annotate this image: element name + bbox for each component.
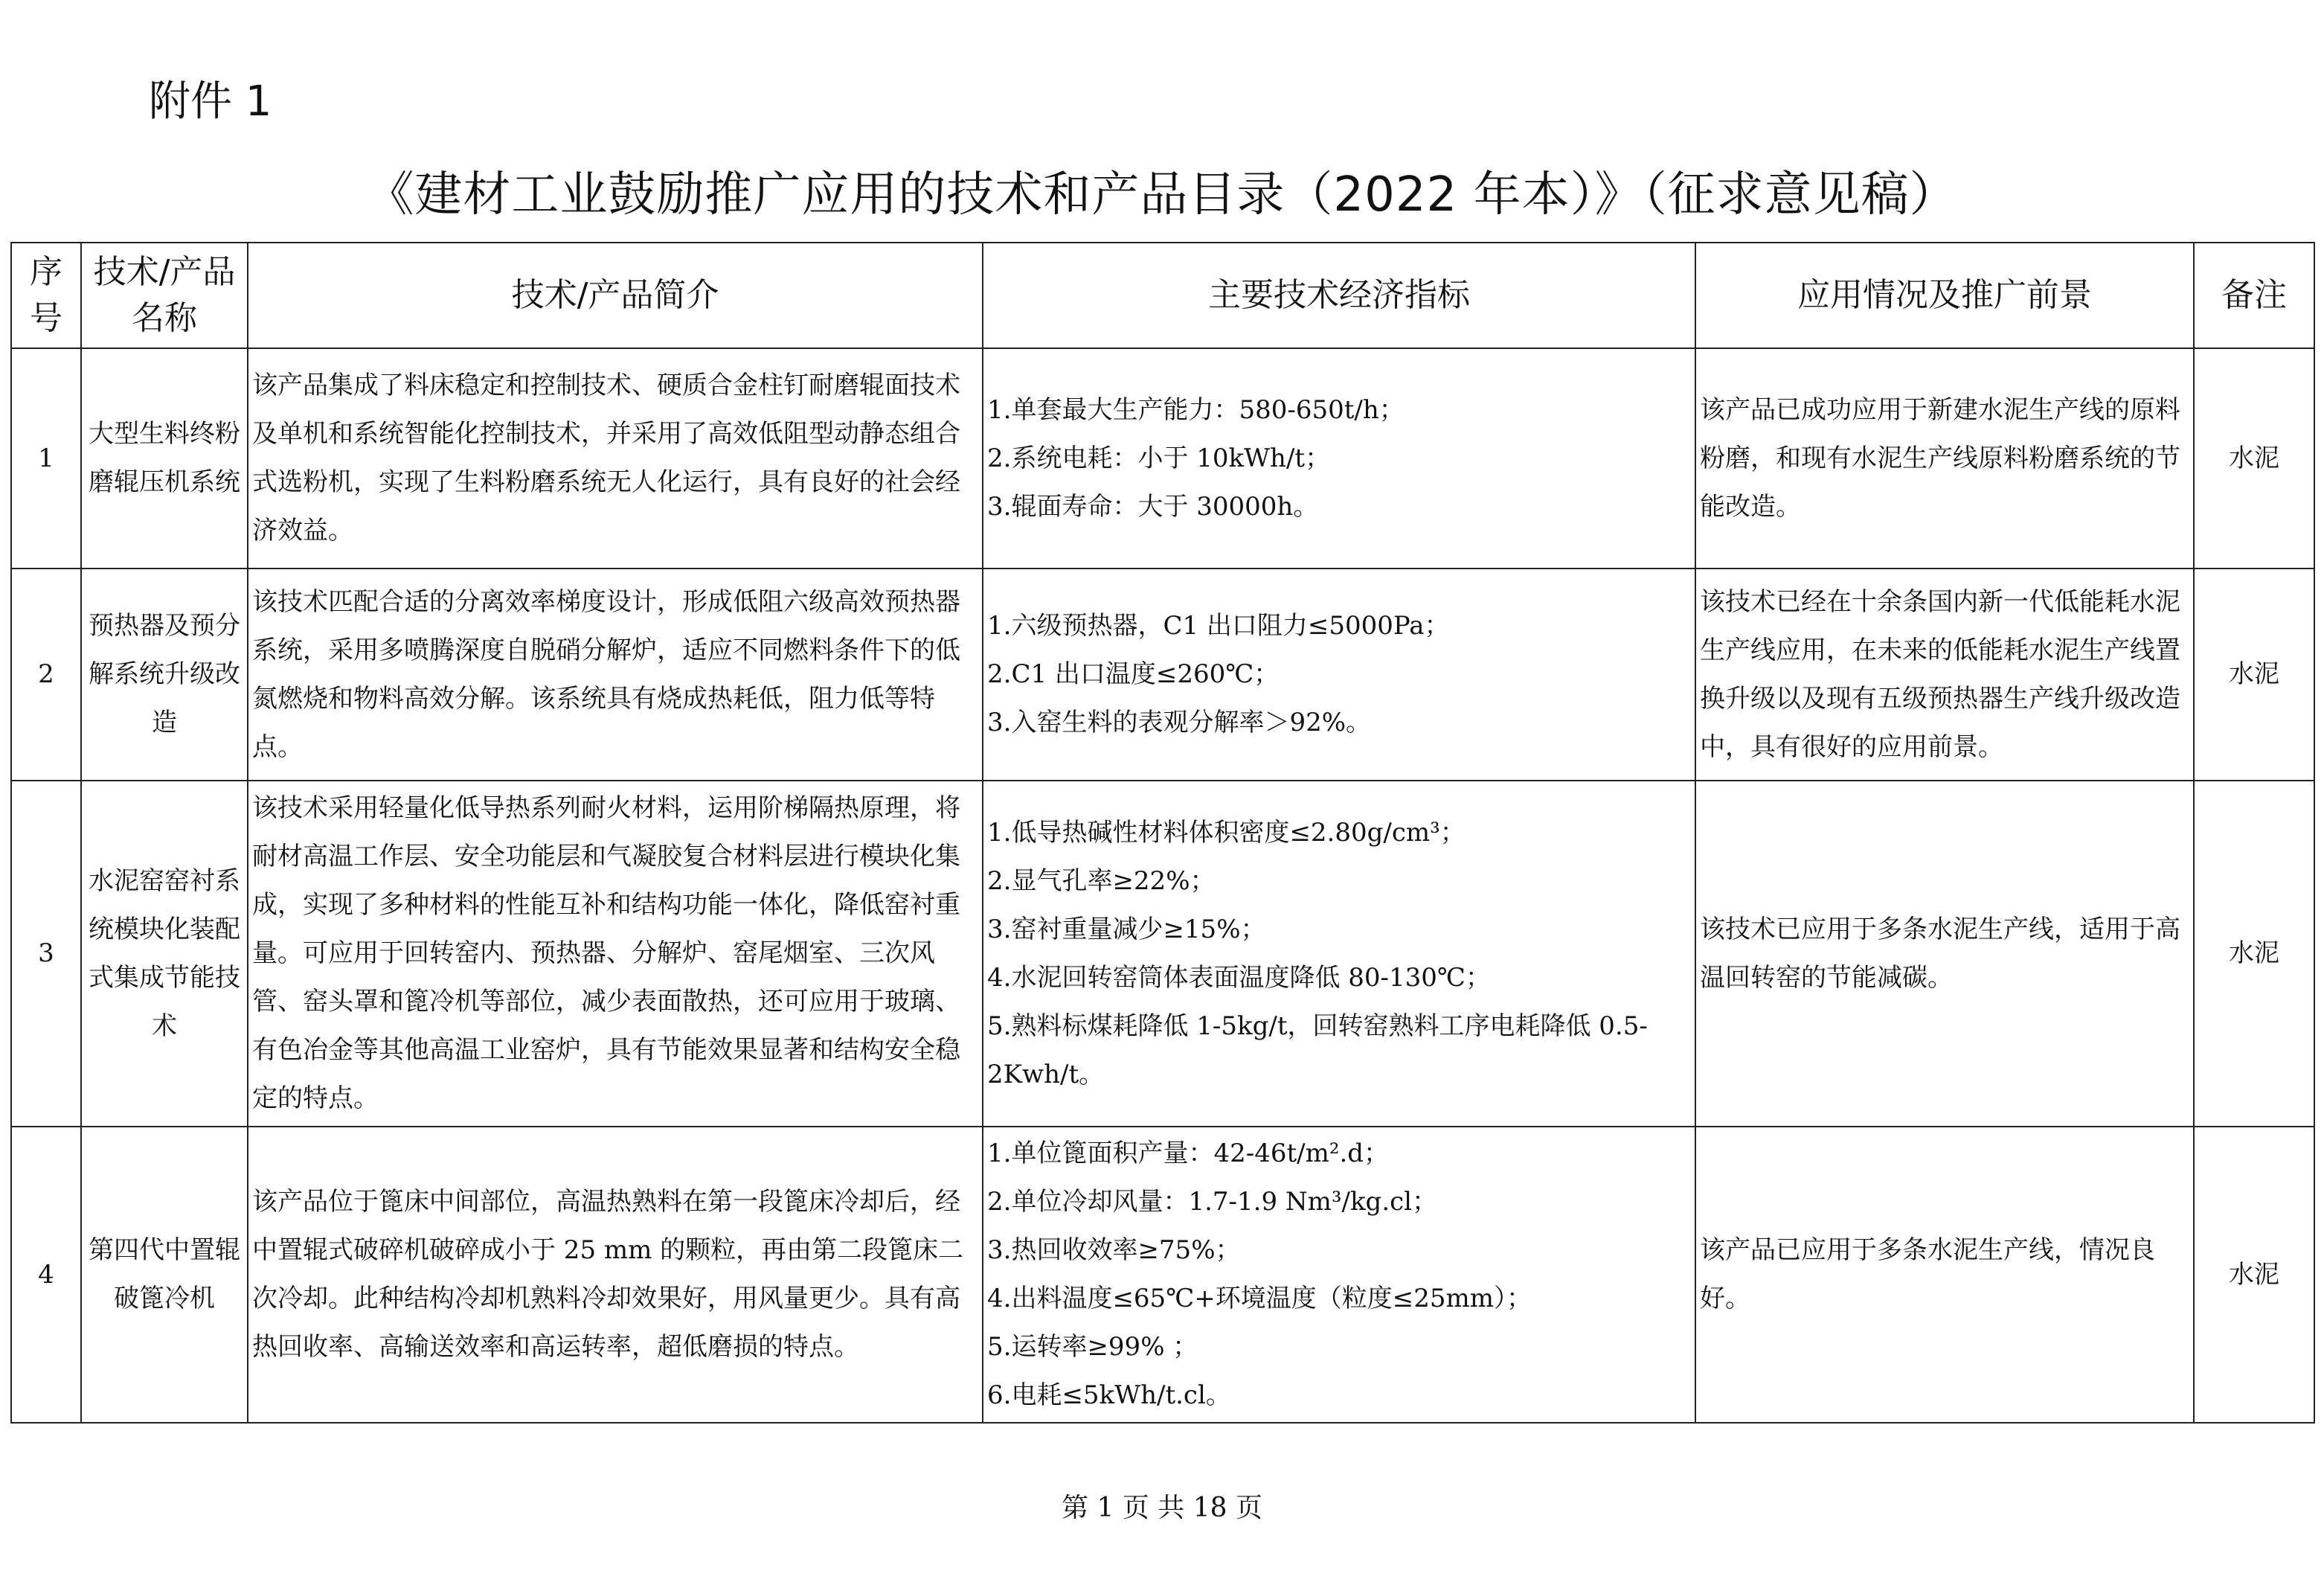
- table-row: [11, 348, 2314, 569]
- row-name: 第四代中置辊破篦冷机: [81, 1127, 248, 1423]
- indicator-line: 1.单套最大生产能力：580-650t/h；: [987, 394, 1405, 425]
- indicator-line: 4.出料温度≤65℃+环境温度（粒度≤25mm）；: [987, 1284, 1532, 1313]
- row-number: 1: [11, 348, 81, 569]
- row-number: 3: [11, 781, 81, 1127]
- catalog-table: [10, 242, 2315, 1424]
- header-remarks: 备注: [2194, 243, 2314, 348]
- indicator-line: 4.水泥回转窑筒体表面温度降低 80-130℃；: [987, 962, 1491, 993]
- row-intro: 该产品集成了料床稳定和控制技术、硬质合金柱钉耐磨辊面技术及单机和系统智能化控制技术，并采用了高效低阻型动静态组合式选粉机，实现了生料粉磨系统无人化运行，具有良好的社会经济效益。: [248, 348, 983, 569]
- indicator-line: 3.入窑生料的表观分解率＞92%。: [987, 708, 1372, 737]
- indicator-line: 5.运转率≥99% ；: [987, 1332, 1198, 1362]
- row-intro: 该技术采用轻量化低导热系列耐火材料，运用阶梯隔热原理，将耐材高温工作层、安全功能层和气凝胶复合材料层进行模块化集成，实现了多种材料的性能互补和结构功能一体化，降低窑衬重量。可应用于回转窑内、预热器、分解炉、窑尾烟室、三次风管、窑头罩和篦冷机等部位，减少表面散热，还可应用于玻璃、有色冶金等其他高温工业窑炉，具有节能效果显著和结构安全稳定的特点。: [248, 781, 983, 1127]
- row-remark: 水泥: [2194, 569, 2314, 781]
- indicator-line: 3.窑衬重量减少≥15%；: [987, 914, 1266, 944]
- row-indicators: [983, 781, 1695, 1127]
- row-prospects: 该技术已经在十余条国内新一代低能耗水泥生产线应用，在未来的低能耗水泥生产线置换升级以及现有五级预热器生产线升级改造中，具有很好的应用前景。: [1695, 569, 2194, 781]
- row-intro: 该产品位于篦床中间部位，高温热熟料在第一段篦床冷却后，经中置辊式破碎机破碎成小于 25 mm 的颗粒，再由第二段篦床二次冷却。此种结构冷却机熟料冷却效果好，用风量更少。具有高热回收率、高输送效率和高运转率，超低磨损的特点。: [248, 1127, 983, 1423]
- row-prospects: 该产品已成功应用于新建水泥生产线的原料粉磨，和现有水泥生产线原料粉磨系统的节能改造。: [1695, 348, 2194, 569]
- row-remark: 水泥: [2194, 1127, 2314, 1423]
- indicator-line: 3.热回收效率≥75%；: [987, 1235, 1241, 1265]
- indicator-line: 1.低导热碱性材料体积密度≤2.80g/cm³；: [987, 817, 1466, 848]
- document-title: 《建材工业鼓励推广应用的技术和产品目录（2022 年本）》（征求意见稿）: [366, 167, 1958, 222]
- row-prospects: 该产品已应用于多条水泥生产线，情况良好。: [1695, 1127, 2194, 1423]
- indicator-line: 1.六级预热器，C1 出口阻力≤5000Pa；: [987, 611, 1450, 641]
- row-indicators: [983, 1127, 1695, 1423]
- row-name: 大型生料终粉磨辊压机系统: [81, 348, 248, 569]
- table-row: [11, 1127, 2314, 1423]
- indicator-line: 1.单位篦面积产量：42-46t/m².d；: [987, 1139, 1390, 1168]
- indicator-line: 5.熟料标煤耗降低 1-5kg/t，回转窑熟料工序电耗降低 0.5-2Kwh/t。: [987, 1011, 1648, 1089]
- table-row: [11, 569, 2314, 781]
- row-prospects: 该技术已应用于多条水泥生产线，适用于高温回转窑的节能减碳。: [1695, 781, 2194, 1127]
- row-name: 水泥窑窑衬系统模块化装配式集成节能技术: [81, 781, 248, 1127]
- row-indicators: [983, 569, 1695, 781]
- header-row: [11, 243, 2314, 348]
- header-indicators: 主要技术经济指标: [983, 243, 1695, 348]
- header-name: 技术/产品名称: [81, 243, 248, 348]
- header-prospects: 应用情况及推广前景: [1695, 243, 2194, 348]
- indicator-line: 2.单位冷却风量：1.7-1.9 Nm³/kg.cl；: [987, 1187, 1438, 1217]
- indicator-line: 6.电耗≤5kWh/t.cl。: [987, 1380, 1231, 1410]
- row-number: 2: [11, 569, 81, 781]
- indicator-line: 2.系统电耗：小于 10kWh/t；: [987, 443, 1331, 473]
- header-seq: 序号: [11, 243, 81, 348]
- header-intro: 技术/产品简介: [248, 243, 983, 348]
- attachment-label: 附件 1: [149, 77, 272, 126]
- row-remark: 水泥: [2194, 348, 2314, 569]
- row-name: 预热器及预分解系统升级改造: [81, 569, 248, 781]
- page-footer: 第 1 页 共 18 页: [1062, 1493, 1262, 1523]
- indicator-line: 2.C1 出口温度≤260℃；: [987, 659, 1280, 689]
- indicator-line: 3.辊面寿命：大于 30000h。: [987, 491, 1319, 522]
- indicator-line: 2.显气孔率≥22%；: [987, 865, 1216, 896]
- row-intro: 该技术匹配合适的分离效率梯度设计，形成低阻六级高效预热器系统，采用多喷腾深度自脱硝分解炉，适应不同燃料条件下的低氮燃烧和物料高效分解。该系统具有烧成热耗低，阻力低等特点。: [248, 569, 983, 781]
- table-row: [11, 781, 2314, 1127]
- row-number: 4: [11, 1127, 81, 1423]
- row-indicators: [983, 348, 1695, 569]
- row-remark: 水泥: [2194, 781, 2314, 1127]
